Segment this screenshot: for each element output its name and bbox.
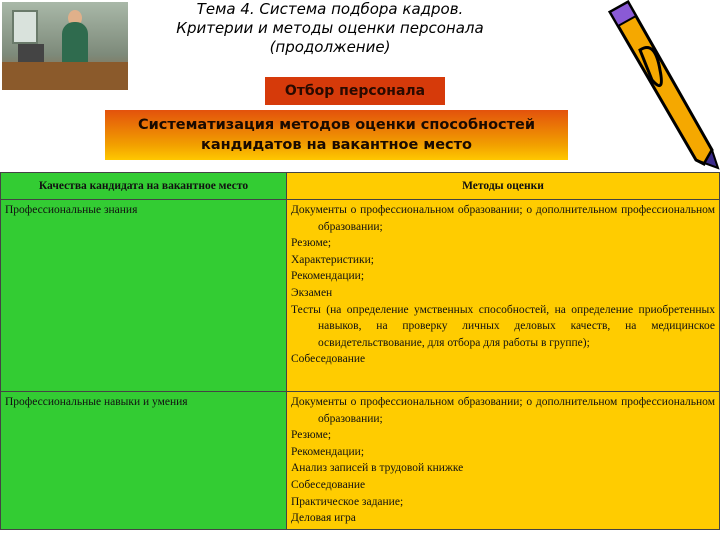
method-item: Анализ записей в трудовой книжке [291,462,464,475]
section-label: Отбор персонала [265,77,445,105]
method-item: Рекомендации; [291,445,365,458]
table-row [1,392,720,530]
quality-cell: Профессиональные знания [1,200,287,392]
method-item: Документы о профессиональном образовании; о дополнительном профессиональном образовании; [291,204,715,233]
header-methods: Методы оценки [287,173,720,200]
methods-cell [287,200,720,392]
method-item: Документы о профессиональном образовании; о дополнительном профессиональном образовании; [291,396,715,425]
method-item: Резюме; [291,429,332,442]
heading-line: кандидатов на вакантное место [201,137,472,153]
table-row [1,200,720,392]
method-item: Характеристики; [291,253,374,266]
method-item: Рекомендации; [291,270,365,283]
method-item: Резюме; [291,237,332,250]
method-item: Деловая игра [291,512,356,525]
heading-line: Систематизация методов оценки способностей [137,117,536,133]
table-header-row [1,173,720,200]
method-item: Собеседование [291,478,366,491]
header-quality: Качества кандидата на вакантное место [1,173,287,200]
title-line: Критерии и методы оценки персонала [176,19,484,37]
slide-title [140,0,520,57]
title-line: Тема 4. Система подбора кадров. [196,0,464,18]
quality-cell: Профессиональные навыки и умения [1,392,287,530]
methods-table [0,172,720,530]
method-item: Экзамен [291,286,333,299]
method-item: Тесты (на определение умственных способностей, на определение приобретенных навыков, на проверку личных деловых качеств, на медицинское освидетельствование, для отбора для работы в группе); [291,303,715,349]
methods-cell [287,392,720,530]
method-item: Собеседование [291,353,366,366]
method-item: Практическое задание; [291,495,404,508]
title-line: (продолжение) [269,38,391,56]
pencil-icon [600,0,720,170]
table-heading [105,110,568,160]
office-clipart [2,2,128,90]
